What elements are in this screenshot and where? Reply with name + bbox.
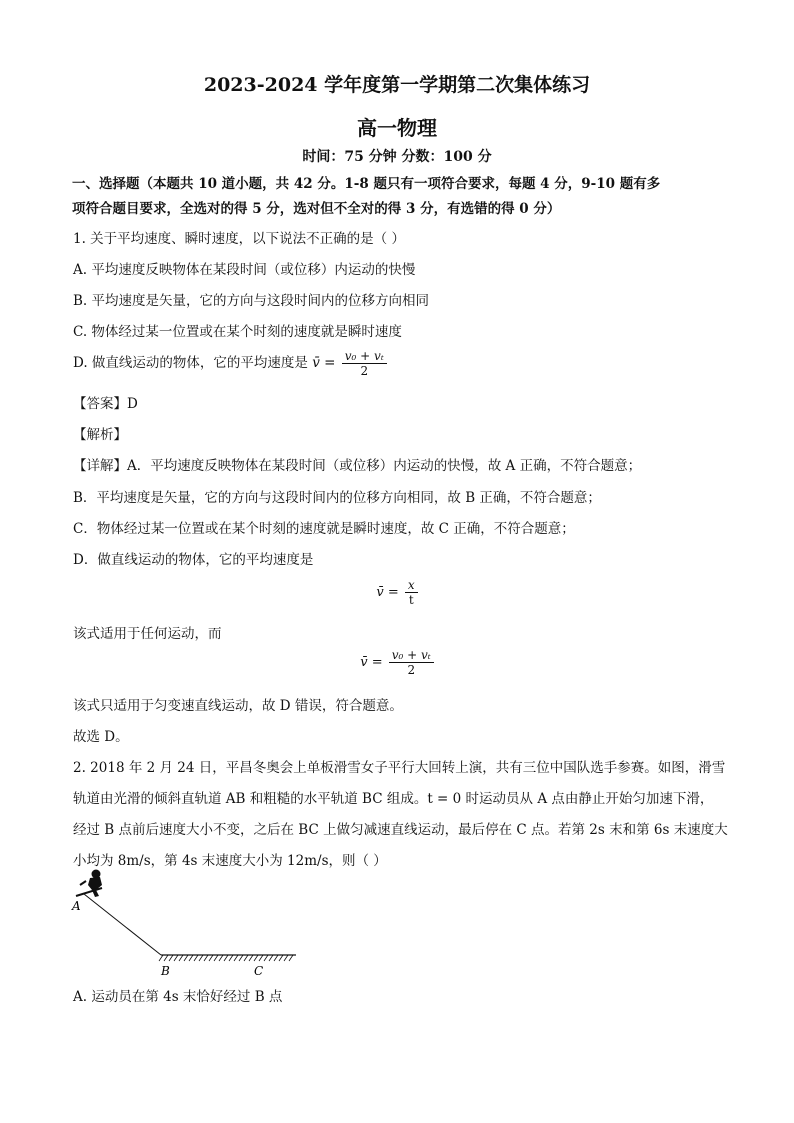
fraction-numerator: v₀ + vₜ <box>389 648 434 663</box>
q2-stem-line2: 轨道由光滑的倾斜直轨道 AB 和粗糙的水平轨道 BC 组成。t = 0 时运动员从 A 点由静止开始匀加速下滑， <box>73 791 714 807</box>
vbar-symbol: v̄ = <box>376 585 399 600</box>
incline-track-ab <box>84 894 161 955</box>
avg-velocity-fraction <box>389 648 434 677</box>
point-c-label: C <box>254 964 264 978</box>
point-b-label: B <box>161 964 170 978</box>
avg-velocity-fraction <box>342 349 387 378</box>
track-hatching <box>159 955 293 961</box>
q1-detail-c: C．物体经过某一位置或在某个时刻的速度就是瞬时速度，故 C 正确，不符合题意； <box>73 521 575 537</box>
q1-answer: 【答案】D <box>73 396 138 412</box>
section-heading-line1: 一、选择题（本题共 10 道小题，共 42 分。1-8 题只有一项符合要求，每题 4 分，9-10 题有多 <box>72 176 661 192</box>
section-heading-line2: 项符合题目要求，全选对的得 5 分，选对但不全对的得 3 分，有选错的得 0 分） <box>72 201 561 217</box>
equation-v-avg <box>0 648 794 677</box>
q1-detail-b: B．平均速度是矢量，它的方向与这段时间内的位移方向相同，故 B 正确，不符合题意； <box>73 490 601 506</box>
q2-option-a: A. 运动员在第 4s 末恰好经过 B 点 <box>73 989 283 1005</box>
q1-stem: 1. 关于平均速度、瞬时速度，以下说法不正确的是（ ） <box>73 231 405 247</box>
ski-track-diagram <box>66 868 306 978</box>
q1-detail-choice: 故选 D。 <box>73 729 129 745</box>
q1-option-c: C. 物体经过某一位置或在某个时刻的速度就是瞬时速度 <box>73 324 402 340</box>
subject-title: 高一物理 <box>357 116 437 140</box>
equation-v-x-over-t <box>0 578 794 607</box>
q2-stem-line4: 小均为 8m/s，第 4s 末速度大小为 12m/s，则（ ） <box>73 853 387 869</box>
q1-detail-general: 该式适用于任何运动，而 <box>73 626 222 642</box>
q1-detail-a: 【详解】A．平均速度反映物体在某段时间（或位移）内运动的快慢，故 A 正确，不符合题意； <box>73 458 642 474</box>
fraction-numerator: v₀ + vₜ <box>342 349 387 364</box>
q1-detail-conclusion: 该式只适用于匀变速直线运动，故 D 错误，符合题意。 <box>73 698 403 714</box>
fraction-denominator: 2 <box>360 364 369 378</box>
q2-stem-line1: 2. 2018 年 2 月 24 日，平昌冬奥会上单板滑雪女子平行大回转上演，共有三位中国队选手参赛。如图，滑雪 <box>73 760 726 776</box>
fraction-numerator: x <box>405 578 418 593</box>
fraction-denominator: t <box>408 593 414 607</box>
q1-option-b: B. 平均速度是矢量，它的方向与这段时间内的位移方向相同 <box>73 293 430 309</box>
point-a-label: A <box>72 899 81 913</box>
fraction-denominator: 2 <box>407 663 416 677</box>
q1-option-a: A. 平均速度反映物体在某段时间（或位移）内运动的快慢 <box>73 262 416 278</box>
q1-analysis-label: 【解析】 <box>73 427 127 443</box>
exam-title: 2023-2024 学年度第一学期第二次集体练习 <box>203 74 591 96</box>
exam-info: 时间：75 分钟 分数：100 分 <box>302 149 492 165</box>
q1-detail-d: D．做直线运动的物体，它的平均速度是 <box>73 552 314 568</box>
q2-stem-line3: 经过 B 点前后速度大小不变，之后在 BC 上做匀减速直线运动，最后停在 C 点。若第 2s 末和第 6s 末速度大 <box>73 822 728 838</box>
vbar-symbol: v̄ = <box>360 655 383 670</box>
q1-option-d-text: D. 做直线运动的物体，它的平均速度是 <box>73 355 308 371</box>
q1-option-d <box>73 349 387 378</box>
vbar-symbol: v̄ = <box>312 355 336 371</box>
x-over-t-fraction <box>405 578 418 607</box>
skier-icon <box>76 870 102 898</box>
